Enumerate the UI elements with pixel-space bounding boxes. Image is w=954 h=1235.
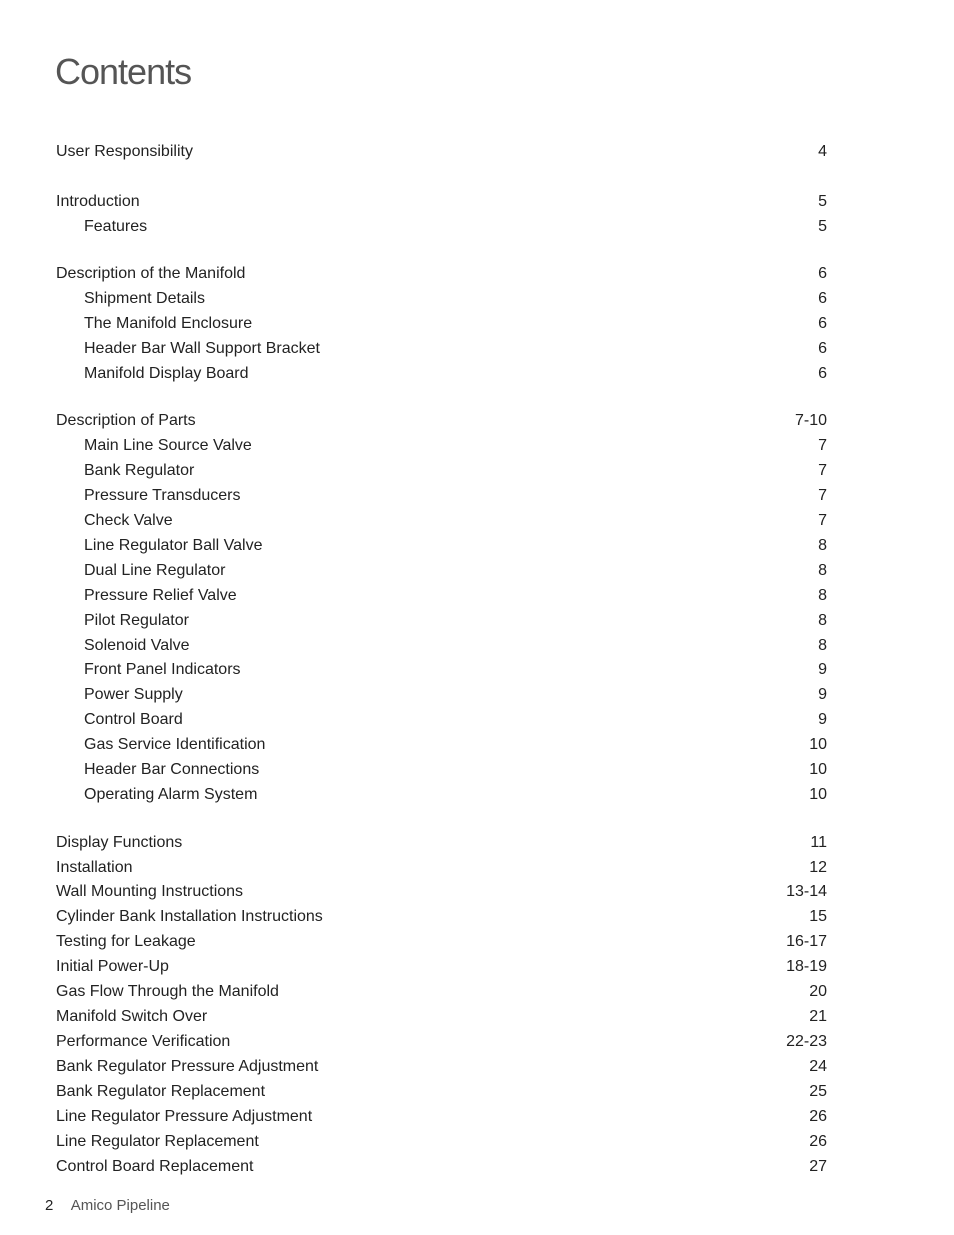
toc-entry bbox=[56, 312, 827, 336]
toc-entry bbox=[56, 409, 827, 433]
toc-entry-page-number: 8 bbox=[818, 612, 827, 629]
toc-entry-title: Control Board Replacement bbox=[56, 1158, 254, 1175]
toc-entry-page-number: 25 bbox=[809, 1083, 827, 1100]
page-footer bbox=[45, 1196, 170, 1216]
footer-publication-name: Amico Pipeline bbox=[70, 1197, 170, 1214]
toc-entry-page-number: 6 bbox=[818, 290, 827, 307]
toc-entry-title: Features bbox=[84, 218, 148, 235]
toc-entry-page-number: 8 bbox=[818, 587, 827, 604]
toc-entry-title: Pressure Transducers bbox=[84, 487, 241, 504]
toc-entry-title: Pilot Regulator bbox=[84, 612, 189, 629]
toc-entry-page-number: 24 bbox=[809, 1058, 827, 1075]
toc-entry-title: Installation bbox=[56, 859, 133, 876]
toc-entry bbox=[56, 1105, 827, 1129]
toc-entry bbox=[56, 634, 827, 658]
toc-entry bbox=[56, 484, 827, 508]
toc-entry-page-number: 8 bbox=[818, 637, 827, 654]
toc-entry-title: Header Bar Connections bbox=[84, 761, 260, 778]
toc-entry bbox=[56, 190, 827, 214]
toc-entry-title: Dual Line Regulator bbox=[84, 562, 226, 579]
toc-entry-title: Cylinder Bank Installation Instructions bbox=[56, 908, 323, 925]
toc-entry bbox=[56, 584, 827, 608]
toc-entry-page-number: 16-17 bbox=[786, 933, 827, 950]
toc-entry-title: Manifold Switch Over bbox=[56, 1008, 208, 1025]
toc-entry-title: Shipment Details bbox=[84, 290, 205, 307]
toc-entry bbox=[56, 609, 827, 633]
toc-entry-page-number: 5 bbox=[818, 218, 827, 235]
toc-entry bbox=[56, 459, 827, 483]
toc-entry-title: Line Regulator Pressure Adjustment bbox=[56, 1108, 313, 1125]
toc-entry-page-number: 5 bbox=[818, 193, 827, 210]
toc-entry-page-number: 10 bbox=[809, 786, 827, 803]
toc-entry-title: Gas Service Identification bbox=[84, 736, 266, 753]
toc-entry-page-number: 7 bbox=[818, 512, 827, 529]
toc-entry-page-number: 7 bbox=[818, 487, 827, 504]
toc-entry-title: Manifold Display Board bbox=[84, 365, 249, 382]
toc-entry-page-number: 15 bbox=[809, 908, 827, 925]
toc-entry bbox=[56, 683, 827, 707]
toc-entry-page-number: 9 bbox=[818, 686, 827, 703]
toc-entry-page-number: 18-19 bbox=[786, 958, 827, 975]
toc-entry-title: Display Functions bbox=[56, 834, 183, 851]
toc-entry bbox=[56, 708, 827, 732]
toc-entry bbox=[56, 362, 827, 386]
toc-entry bbox=[56, 337, 827, 361]
toc-entry-title: Main Line Source Valve bbox=[84, 437, 252, 454]
toc-entry-page-number: 10 bbox=[809, 761, 827, 778]
toc-entry bbox=[56, 658, 827, 682]
toc-entry-page-number: 22-23 bbox=[786, 1033, 827, 1050]
toc-entry bbox=[56, 783, 827, 807]
toc-entry-title: Power Supply bbox=[84, 686, 183, 703]
footer-page-number: 2 bbox=[45, 1197, 54, 1214]
toc-entry bbox=[56, 140, 827, 164]
toc-entry bbox=[56, 534, 827, 558]
toc-entry-page-number: 20 bbox=[809, 983, 827, 1000]
toc-entry-title: Initial Power-Up bbox=[56, 958, 169, 975]
toc-entry-title: Testing for Leakage bbox=[56, 933, 196, 950]
toc-entry bbox=[56, 856, 827, 880]
toc-entry bbox=[56, 287, 827, 311]
toc-entry-title: Wall Mounting Instructions bbox=[56, 883, 244, 900]
toc-entry bbox=[56, 880, 827, 904]
toc-entry-title: Pressure Relief Valve bbox=[84, 587, 237, 604]
toc-entry-title: Performance Verification bbox=[56, 1033, 231, 1050]
toc-entry bbox=[56, 831, 827, 855]
toc-entry-title: Line Regulator Replacement bbox=[56, 1133, 259, 1150]
toc-entry-page-number: 4 bbox=[818, 143, 827, 160]
toc-entry-title: The Manifold Enclosure bbox=[84, 315, 253, 332]
toc-entry-page-number: 7 bbox=[818, 462, 827, 479]
toc-entry-page-number: 10 bbox=[809, 736, 827, 753]
toc-entry-page-number: 8 bbox=[818, 562, 827, 579]
toc-entry-page-number: 6 bbox=[818, 340, 827, 357]
toc-entry-title: Gas Flow Through the Manifold bbox=[56, 983, 279, 1000]
toc-entry bbox=[56, 758, 827, 782]
toc-entry-page-number: 6 bbox=[818, 315, 827, 332]
toc-entry bbox=[56, 980, 827, 1004]
toc-entry-title: Operating Alarm System bbox=[84, 786, 258, 803]
toc-entry bbox=[56, 1130, 827, 1154]
toc-entry bbox=[56, 905, 827, 929]
toc-entry bbox=[56, 1055, 827, 1079]
toc-entry-title: Description of the Manifold bbox=[56, 265, 246, 282]
toc-entry-title: Bank Regulator Replacement bbox=[56, 1083, 266, 1100]
toc-entry-title: User Responsibility bbox=[56, 143, 193, 160]
toc-entry-page-number: 7-10 bbox=[794, 412, 827, 429]
toc-entry-title: Check Valve bbox=[84, 512, 173, 529]
toc-entry bbox=[56, 215, 827, 239]
toc-entry-title: Front Panel Indicators bbox=[84, 661, 241, 678]
toc-entry-page-number: 26 bbox=[809, 1108, 827, 1125]
toc-entry bbox=[56, 1155, 827, 1179]
toc-entry-title: Header Bar Wall Support Bracket bbox=[84, 340, 320, 357]
toc-entry bbox=[56, 1030, 827, 1054]
toc-entry-page-number: 21 bbox=[809, 1008, 827, 1025]
toc-entry-title: Bank Regulator Pressure Adjustment bbox=[56, 1058, 319, 1075]
toc-entry-page-number: 11 bbox=[810, 834, 827, 851]
toc-entry bbox=[56, 262, 827, 286]
toc-entry-page-number: 8 bbox=[818, 537, 827, 554]
toc-entry bbox=[56, 955, 827, 979]
toc-entry-page-number: 13-14 bbox=[786, 883, 827, 900]
toc-entry-title: Bank Regulator bbox=[84, 462, 195, 479]
toc-entry-page-number: 27 bbox=[809, 1158, 827, 1175]
toc-entry bbox=[56, 1080, 827, 1104]
toc-entry-page-number: 9 bbox=[818, 711, 827, 728]
toc-entry-title: Introduction bbox=[56, 193, 140, 210]
toc-entry-page-number: 26 bbox=[809, 1133, 827, 1150]
toc-entry-page-number: 12 bbox=[809, 859, 827, 876]
toc-entry bbox=[56, 1005, 827, 1029]
toc-entry-title: Line Regulator Ball Valve bbox=[84, 537, 263, 554]
toc-entry-page-number: 7 bbox=[818, 437, 827, 454]
table-of-contents bbox=[56, 0, 827, 1235]
toc-entry bbox=[56, 559, 827, 583]
toc-entry-title: Description of Parts bbox=[56, 412, 196, 429]
toc-entry-page-number: 9 bbox=[818, 661, 827, 678]
toc-entry bbox=[56, 434, 827, 458]
toc-entry bbox=[56, 509, 827, 533]
page-title: Contents bbox=[55, 51, 192, 92]
toc-entry bbox=[56, 733, 827, 757]
toc-entry-title: Solenoid Valve bbox=[84, 637, 190, 654]
toc-entry bbox=[56, 930, 827, 954]
toc-entry-title: Control Board bbox=[84, 711, 183, 728]
toc-entry-page-number: 6 bbox=[818, 365, 827, 382]
toc-entry-page-number: 6 bbox=[818, 265, 827, 282]
